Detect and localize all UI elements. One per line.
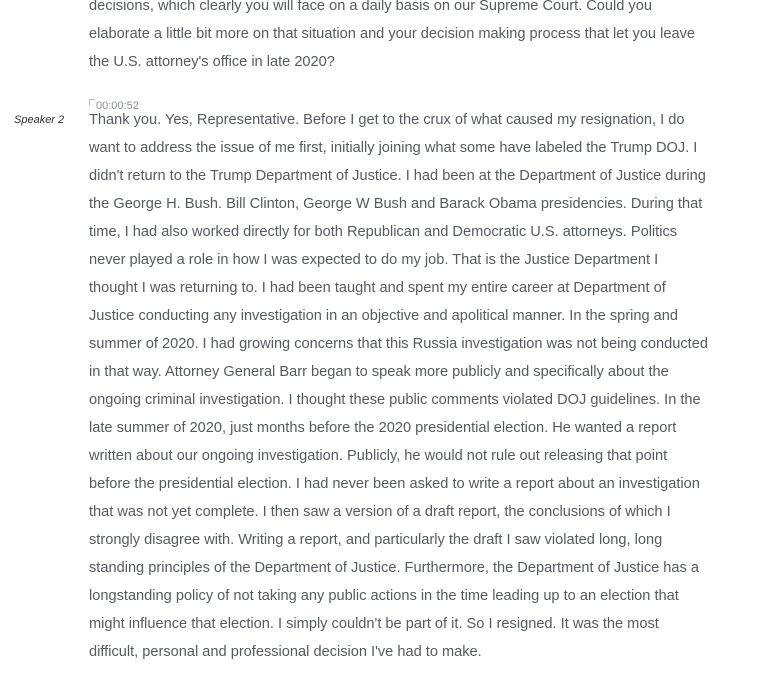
transcript-line: standing principles of the Department of Justice. Furthermore, the Department of Justice has a bbox=[89, 560, 699, 576]
transcript-line: Justice conducting any investigation in an objective and apolitical manner. In the spring and bbox=[89, 308, 678, 324]
transcript-line: before the presidential election. I had never been asked to write a report about an investigation bbox=[89, 476, 700, 492]
timestamp-marker-icon bbox=[89, 99, 95, 105]
transcript-line: elaborate a little bit more on that situation and your decision making process that let you leave bbox=[89, 26, 695, 42]
transcript-line: thought I was returning to. I had been taught and spent my entire career at Department of bbox=[89, 280, 666, 296]
transcript-line: the U.S. attorney's office in late 2020? bbox=[89, 54, 335, 70]
transcript-line: might influence that election. I simply couldn't be part of it. So I resigned. It was the most bbox=[89, 616, 659, 632]
transcript-line: written about our ongoing investigation. Publicly, he would not rule out releasing that point bbox=[89, 448, 668, 464]
transcript-line: decisions, which clearly you will face on a daily basis on our Supreme Court. Could you bbox=[89, 0, 652, 14]
transcript-line: late summer of 2020, just months before the 2020 presidential election. He wanted a report bbox=[89, 420, 677, 436]
transcript-line: strongly disagree with. Writing a report, and particularly the draft I saw violated long, long bbox=[89, 532, 663, 548]
previous-segment-text bbox=[89, 0, 753, 76]
timestamp-label: 00:00:52 bbox=[96, 100, 139, 112]
transcript-line: the George H. Bush. Bill Clinton, George W Bush and Barack Obama presidencies. During that bbox=[89, 196, 703, 212]
segment-text bbox=[89, 106, 753, 666]
transcript-line: longstanding policy of not taking any public actions in the time leading up to an election that bbox=[89, 588, 679, 604]
transcript-line: time, I had also worked directly for both Republican and Democratic U.S. attorneys. Politics bbox=[89, 224, 678, 240]
transcript-line: that was not yet complete. I then saw a version of a draft report, the conclusions of which I bbox=[89, 504, 671, 520]
transcript-line: ongoing criminal investigation. I thought these public comments violated DOJ guidelines. In the bbox=[89, 392, 701, 408]
transcript-line: want to address the issue of me first, initially joining what some have labeled the Trump DOJ. I bbox=[89, 140, 698, 156]
speaker-label[interactable]: Speaker 2 bbox=[14, 114, 65, 126]
transcript-line: never played a role in how I was expected to do my job. That is the Justice Department I bbox=[89, 252, 659, 268]
transcript-line: Thank you. Yes, Representative. Before I get to the crux of what caused my resignation, I do bbox=[89, 112, 685, 128]
transcript-line: summer of 2020. I had growing concerns that this Russia investigation was not being conducted bbox=[89, 336, 708, 352]
transcript-line: in that way. Attorney General Barr began to speak more publicly and specifically about the bbox=[89, 364, 669, 380]
transcript-line: difficult, personal and professional decision I've had to make. bbox=[89, 644, 482, 660]
transcript-line: didn't return to the Trump Department of Justice. I had been at the Department of Justice during bbox=[89, 168, 706, 184]
